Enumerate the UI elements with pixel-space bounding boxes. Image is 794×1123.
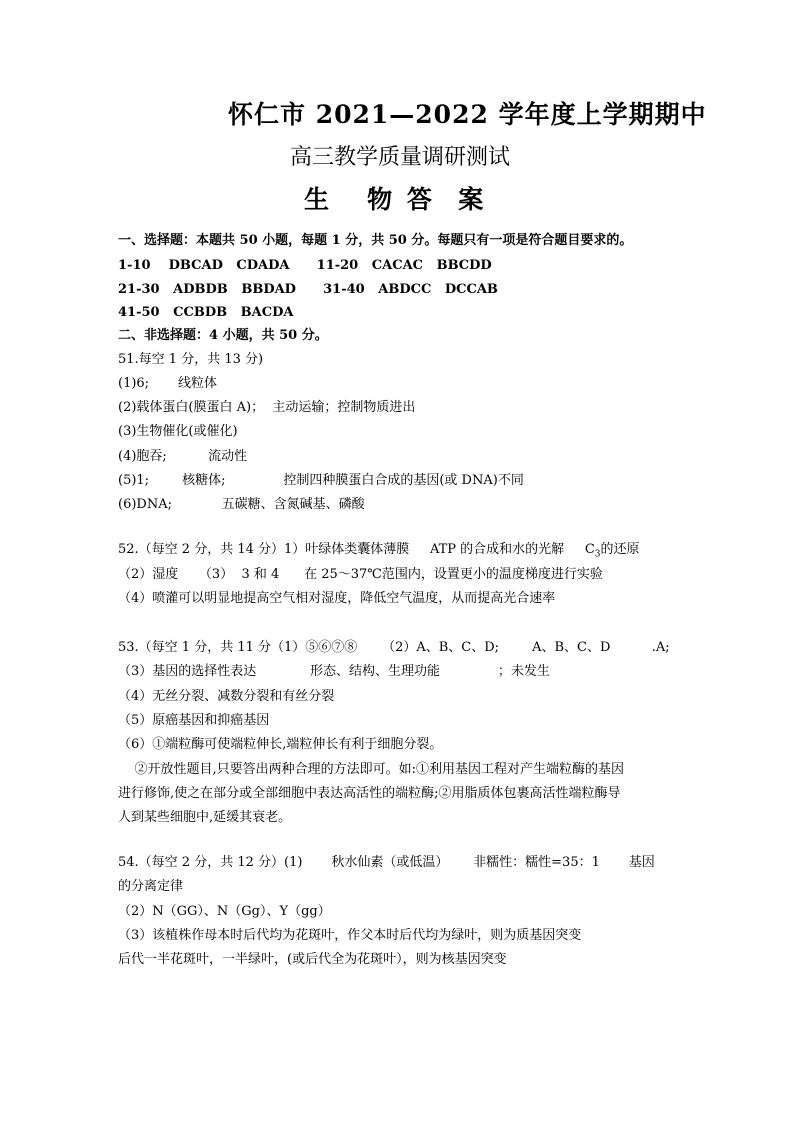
q54-line-4: （3）该植株作母本时后代均为花斑叶，作父本时后代均为绿叶，则为质基因突变 [118,928,582,943]
q53-line-3: （4）无丝分裂、减数分裂和有丝分裂 [118,689,335,704]
q51-line-4: (4)胞吞; 流动性 [118,449,248,464]
q51-line-3: (3)生物催化(或催化) [118,424,238,439]
title-line-2: 高三教学质量调研测试 [290,145,511,170]
q53-line-2: （3）基因的选择性表达 形态、结构、生理功能 ；未发生 [118,664,550,679]
q51-line-5: (5)1; 核糖体; 控制四种膜蛋白合成的基因(或 DNA)不同 [118,473,524,488]
q54-line-3: （2）N（GG）、N（Gg）、Y（gg） [118,904,331,919]
answer-row-1: 1-10 DBCAD CDADA 11-20 CACAC BBCDD [118,258,492,273]
q54-line-1: 54.（每空 2 分，共 12 分）(1) 秋水仙素（或低温） 非糯性：糯性=35：1 基因 [118,855,655,870]
title-line-1: 怀仁市 2021—2022 学年度上学期期中 [228,100,707,129]
q53-line-4: （5）原癌基因和抑癌基因 [118,713,270,728]
q53-line-7: 进行修饰,使之在部分或全部细胞中表达高活性的端粒酶;②用脂质体包裹高活性端粒酶导 [118,786,621,801]
q51-head: 51.每空 1 分，共 13 分) [118,352,264,367]
q52-line-1: 52.（每空 2 分，共 14 分）1）叶绿体类囊体薄膜 ATP 的合成和水的光解 $C_3$的还原 [118,542,640,560]
q52-line-3: （4）喷灌可以明显地提高空气相对湿度，降低空气温度，从而提高光合速率 [118,591,556,606]
q51-line-6: (6)DNA; 五碳糖、含氮碱基、磷酸 [118,497,365,512]
q52-line-2: （2）湿度 （3） 3 和 4 在 25～37℃范围内，设置更小的温度梯度进行实验 [118,567,603,582]
q53-line-5: （6）①端粒酶可使端粒伸长,端粒伸长有利于细胞分裂。 [118,737,443,752]
q53-line-1: 53.（每空 1 分，共 11 分（1）⑤⑥⑦⑧ （2）A、B、C、D; A、B、C、D .A; [118,640,670,655]
q54-line-2: 的分离定律 [118,879,184,894]
q54-line-5: 后代一半花斑叶，一半绿叶，(或后代全为花斑叶），则为核基因突变 [118,952,507,967]
section2-heading: 二、非选择题：4 小题，共 50 分。 [118,328,328,343]
q51-line-1: (1)6; 线粒体 [118,376,217,391]
q53-line-6: ②开放性题目,只要答出两种合理的方法即可。如:①利用基因工程对产生端粒酶的基因 [118,762,625,777]
section1-heading: 一、选择题：本题共 50 小题，每题 1 分，共 50 分。每题只有一项是符合题目要求的。 [118,233,633,248]
title-line-3: 生 物 答 案 [304,185,487,214]
q53-line-8: 人到某些细胞中,延缓其衰老。 [118,810,292,825]
q51-line-2: (2)载体蛋白(膜蛋白 A)； 主动运输；控制物质进出 [118,400,416,415]
answer-row-2: 21-30 ADBDB BBDAD 31-40 ABDCC DCCAB [118,282,498,297]
answer-row-3: 41-50 CCBDB BACDA [118,305,294,320]
